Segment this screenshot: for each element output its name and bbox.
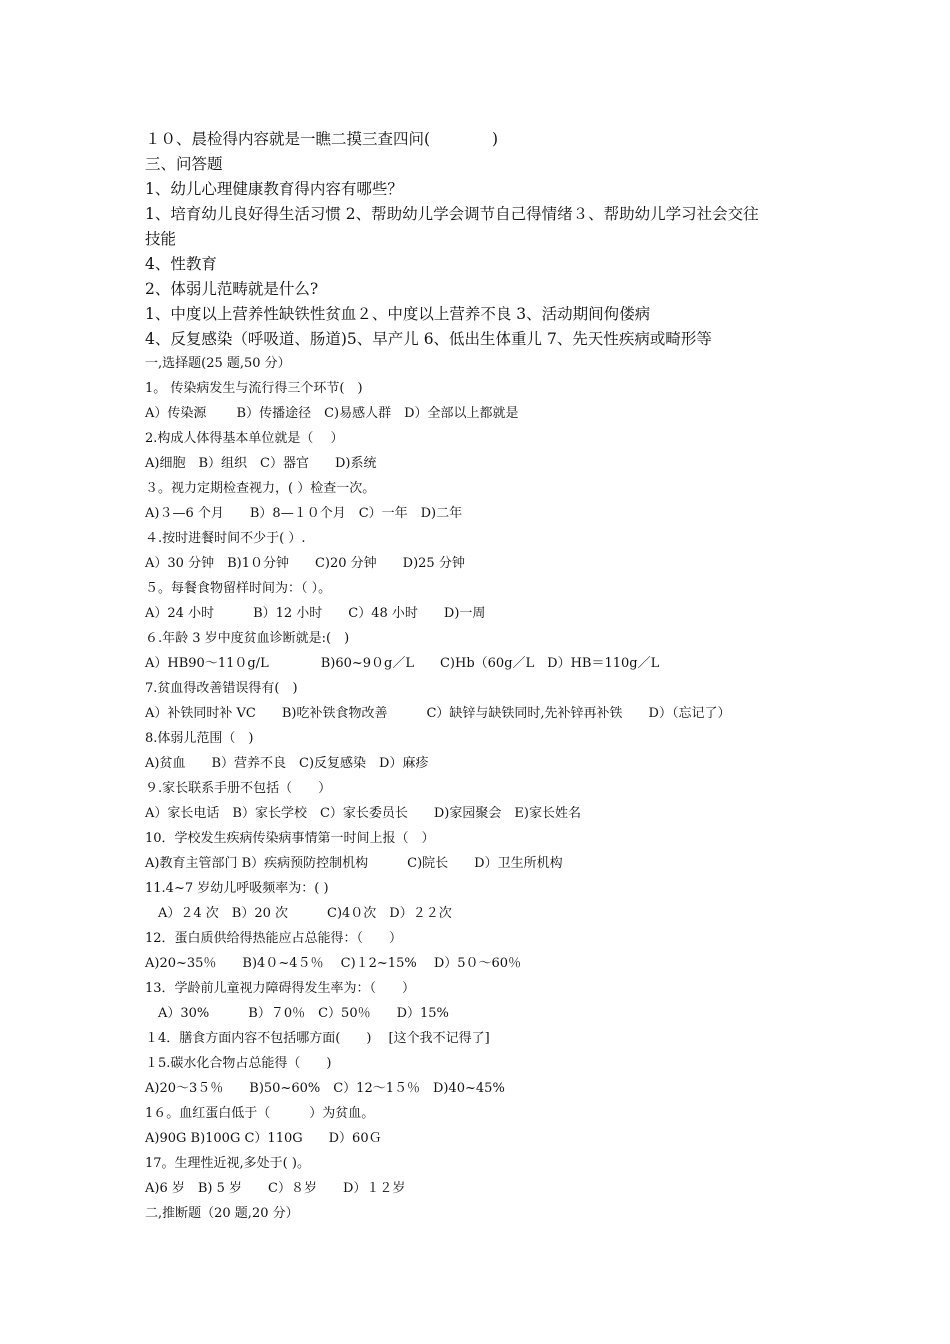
choice-options-5: A）24 小时 B）12 小时 C）48 小时 D)一周 <box>145 606 486 621</box>
choice-options-15: A)20～3５％ B)50~60% C）12～1５％ D)40~45% <box>145 1081 505 1096</box>
section-judgment-heading: 二,推断题（20 题,20 分） <box>145 1206 299 1221</box>
choice-question-7: 7.贫血得改善错误得有( ) <box>145 681 298 696</box>
qa-answer-2-line-2: 4、反复感染（呼吸道、肠道)5、早产儿 6、低出生体重儿 7、先天性疾病或畸形等 <box>145 330 712 348</box>
choice-options-4: A）30 分钟 B)1０分钟 C)20 分钟 D)25 分钟 <box>145 556 465 571</box>
choice-options-3: A)３—6 个月 B）8—１０个月 C）一年 D)二年 <box>145 506 463 521</box>
choice-options-16: A)90G B)100G C）110G D）60Ｇ <box>145 1131 382 1146</box>
choice-options-11: A）２4 次 B）20 次 C)4０次 D）２２次 <box>145 906 452 921</box>
choice-question-1: 1。 传染病发生与流行得三个环节( ) <box>145 381 363 396</box>
choice-options-12: A)20~35％ B)4０~4５％ C)１2~15% D）5０～60％ <box>145 956 522 971</box>
choice-question-6: ６.年龄 3 岁中度贫血诊断就是:( ) <box>145 631 350 646</box>
choice-question-17: 17。生理性近视,多处于( )。 <box>145 1156 310 1171</box>
choice-question-2: 2.构成人体得基本单位就是（ ） <box>145 431 344 446</box>
choice-question-10: 10．学校发生疾病传染病事情第一时间上报（ ） <box>145 831 435 846</box>
choice-question-12: 12．蛋白质供给得热能应占总能得：（ ） <box>145 931 403 946</box>
section-qa-heading: 三、问答题 <box>145 155 223 173</box>
choice-options-1: A）传染源 B）传播途径 C)易感人群 D）全部以上都就是 <box>145 406 519 421</box>
choice-question-4: ４.按时进餐时间不少于( ）. <box>145 531 306 546</box>
section-choice-heading: 一,选择题(25 题,50 分） <box>145 356 291 371</box>
choice-question-8: 8.体弱儿范围（ ) <box>145 731 254 746</box>
choice-options-9: A）家长电话 B）家长学校 C）家长委员长 D)家园聚会 E)家长姓名 <box>145 806 581 821</box>
qa-answer-2-line-1: 1、中度以上营养性缺铁性贫血２、中度以上营养不良 3、活动期间佝偻病 <box>145 305 651 323</box>
qa-answer-1-line-1: 1、培育幼儿良好得生活习惯 2、帮助幼儿学会调节自己得情绪３、帮助幼儿学习社会交往 <box>145 205 759 223</box>
qa-answer-1-line-3: 4、性教育 <box>145 255 217 273</box>
choice-options-6: A）HB90～11０g/L B)60~9０g／L C)Hb（60g／L D）HB＝110g／L <box>145 656 660 671</box>
choice-question-16: 1６。血红蛋白低于（ ）为贫血。 <box>145 1106 375 1121</box>
choice-options-17: A)6 岁 B) 5 岁 C）８岁 D）１２岁 <box>145 1181 406 1196</box>
choice-question-13: 13．学龄前儿童视力障碍得发生率为：（ ） <box>145 981 416 996</box>
choice-question-14: １4．膳食方面内容不包括哪方面( ) [这个我不记得了] <box>145 1031 490 1046</box>
choice-question-3: ３。视力定期检查视力，( ）检查一次。 <box>145 481 376 496</box>
choice-question-9: ９.家长联系手册不包括（ ） <box>145 781 332 796</box>
choice-options-8: A)贫血 B）营养不良 C)反复感染 D）麻疹 <box>145 756 429 771</box>
item-10-morning-check: １０、晨检得内容就是一瞧二摸三查四问( ) <box>145 130 499 148</box>
choice-question-5: ５。每餐食物留样时间为：（ ）。 <box>145 581 332 596</box>
choice-options-7: A）补铁同时补 VC B)吃补铁食物改善 C）缺锌与缺铁同时,先补锌再补铁 D）（忘记了） <box>145 706 731 721</box>
choice-question-11: 11.4~7 岁幼儿呼吸频率为：( ) <box>145 881 329 896</box>
qa-question-2: 2、体弱儿范畴就是什么? <box>145 280 319 298</box>
qa-answer-1-line-2: 技能 <box>145 230 177 248</box>
choice-options-2: A)细胞 B）组织 C）器官 D)系统 <box>145 456 377 471</box>
choice-options-10: A)教育主管部门 B）疾病预防控制机构 C)院长 D）卫生所机构 <box>145 856 563 871</box>
choice-question-15: １5.碳水化合物占总能得（ ) <box>145 1056 332 1071</box>
qa-question-1: 1、幼儿心理健康教育得内容有哪些？ <box>145 180 403 198</box>
choice-options-13: A）30% B）７0％ C）50％ D）15% <box>145 1006 449 1021</box>
